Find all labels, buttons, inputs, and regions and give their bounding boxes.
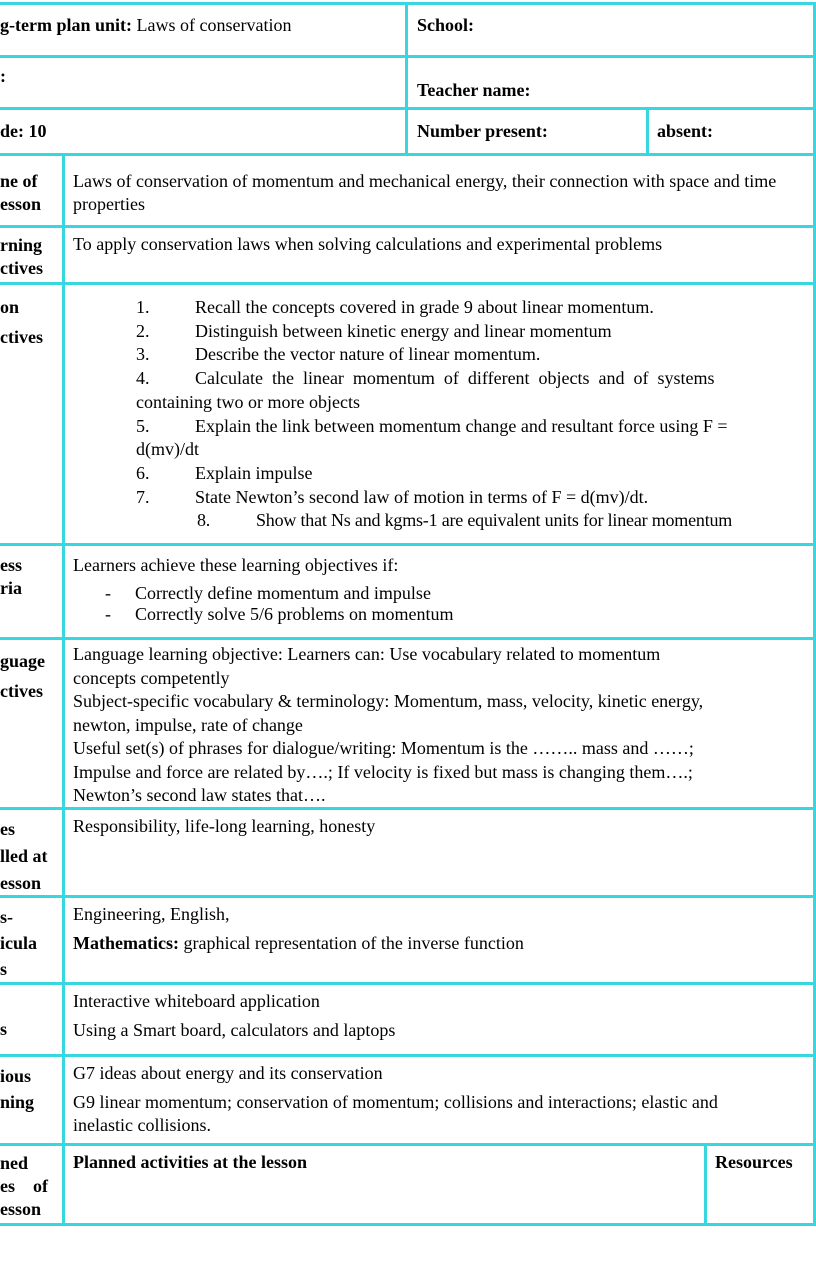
theme-label: ne of esson [0,171,42,214]
teacher-label: Teacher name: [417,80,531,100]
cross-line-2: Mathematics: graphical representation of the inverse function [73,933,524,953]
objective-4-cont: containing two or more objects [136,391,360,412]
learning-text: To apply conservation laws when solving calculations and experimental problems [73,234,663,254]
success-label: ess ria [0,555,22,598]
success-item-1: - Correctly define momentum and impulse [73,583,809,604]
school-label: School: [417,15,475,35]
theme-text: Laws of conservation of momentum and mechanical energy, their connection with space and time properties [73,171,777,214]
language-line-4: newton, impulse, rate of change [73,714,303,735]
row2-left-label: : [0,66,6,86]
objective-8: 8. Show that Ns and kgms-1 are equivalent units for linear momentum [197,510,733,531]
language-line-5: Useful set(s) of phrases for dialogue/writing: Momentum is the …….. mass and ……; [73,738,694,758]
previous-line-3: inelastic collisions. [73,1115,211,1135]
planned-activities-heading: Planned activities at the lesson [73,1152,307,1172]
success-item-2: - Correctly solve 5/6 problems on momentum [73,604,809,625]
values-label: es lled at esson [0,819,48,893]
language-line-6: Impulse and force are related by….; If velocity is fixed but mass is changing them….; [73,761,693,782]
previous-line-1: G7 ideas about energy and its conservation [73,1063,383,1083]
values-text: Responsibility, life-long learning, honesty [73,816,376,836]
language-line-7: Newton’s second law states that…. [73,785,326,805]
present-label: Number present: [417,121,548,141]
objective-4: 4. Calculate the linear momentum of different objects and of systems [136,368,715,389]
language-content [73,643,813,808]
ict-line-1: Interactive whiteboard application [73,991,320,1011]
language-line-1: Language learning objective: Learners can: Use vocabulary related to momentum [73,644,661,664]
cross-line-1: Engineering, English, [73,904,230,924]
resources-heading: Resources [715,1152,793,1172]
objective-6: 6. Explain impulse [136,462,313,483]
objective-7: 7. State Newton’s second law of motion in terms of F = d(mv)/dt. [136,486,649,507]
grade-label: de: 10 [0,121,47,141]
learning-label: rning ctives [0,235,43,278]
unit-value: Laws of conservation [136,15,292,35]
language-line-3: Subject-specific vocabulary & terminology: Momentum, mass, velocity, kinetic energy, [73,691,704,711]
lesson-obj-label: on ctives [0,297,43,347]
lesson-objectives-list [136,296,808,533]
planned-label: ned es of esson [0,1153,48,1219]
objective-5-cont: d(mv)/dt [136,439,199,460]
previous-line-2: G9 linear momentum; conservation of momentum; collisions and interactions; elastic and [73,1092,718,1112]
unit-label: g-term plan unit: Laws of conservation [0,15,292,35]
language-label: guage ctives [0,651,45,701]
objective-5: 5. Explain the link between momentum change and resultant force using F = [136,415,728,436]
previous-label: ious ning [0,1066,35,1112]
language-line-2: concepts competently [73,667,230,688]
ict-line-2: Using a Smart board, calculators and laptops [73,1020,396,1040]
absent-label: absent: [657,121,714,141]
cross-label: s- icula s [0,907,38,979]
objective-1: 1. Recall the concepts covered in grade 9 about linear momentum. [136,297,654,317]
success-intro: Learners achieve these learning objectives if: [73,555,399,575]
objective-2: 2. Distinguish between kinetic energy and linear momentum [136,320,612,341]
objective-3: 3. Describe the vector nature of linear momentum. [136,344,541,365]
success-content [73,554,809,625]
ict-label: s [0,1019,8,1039]
